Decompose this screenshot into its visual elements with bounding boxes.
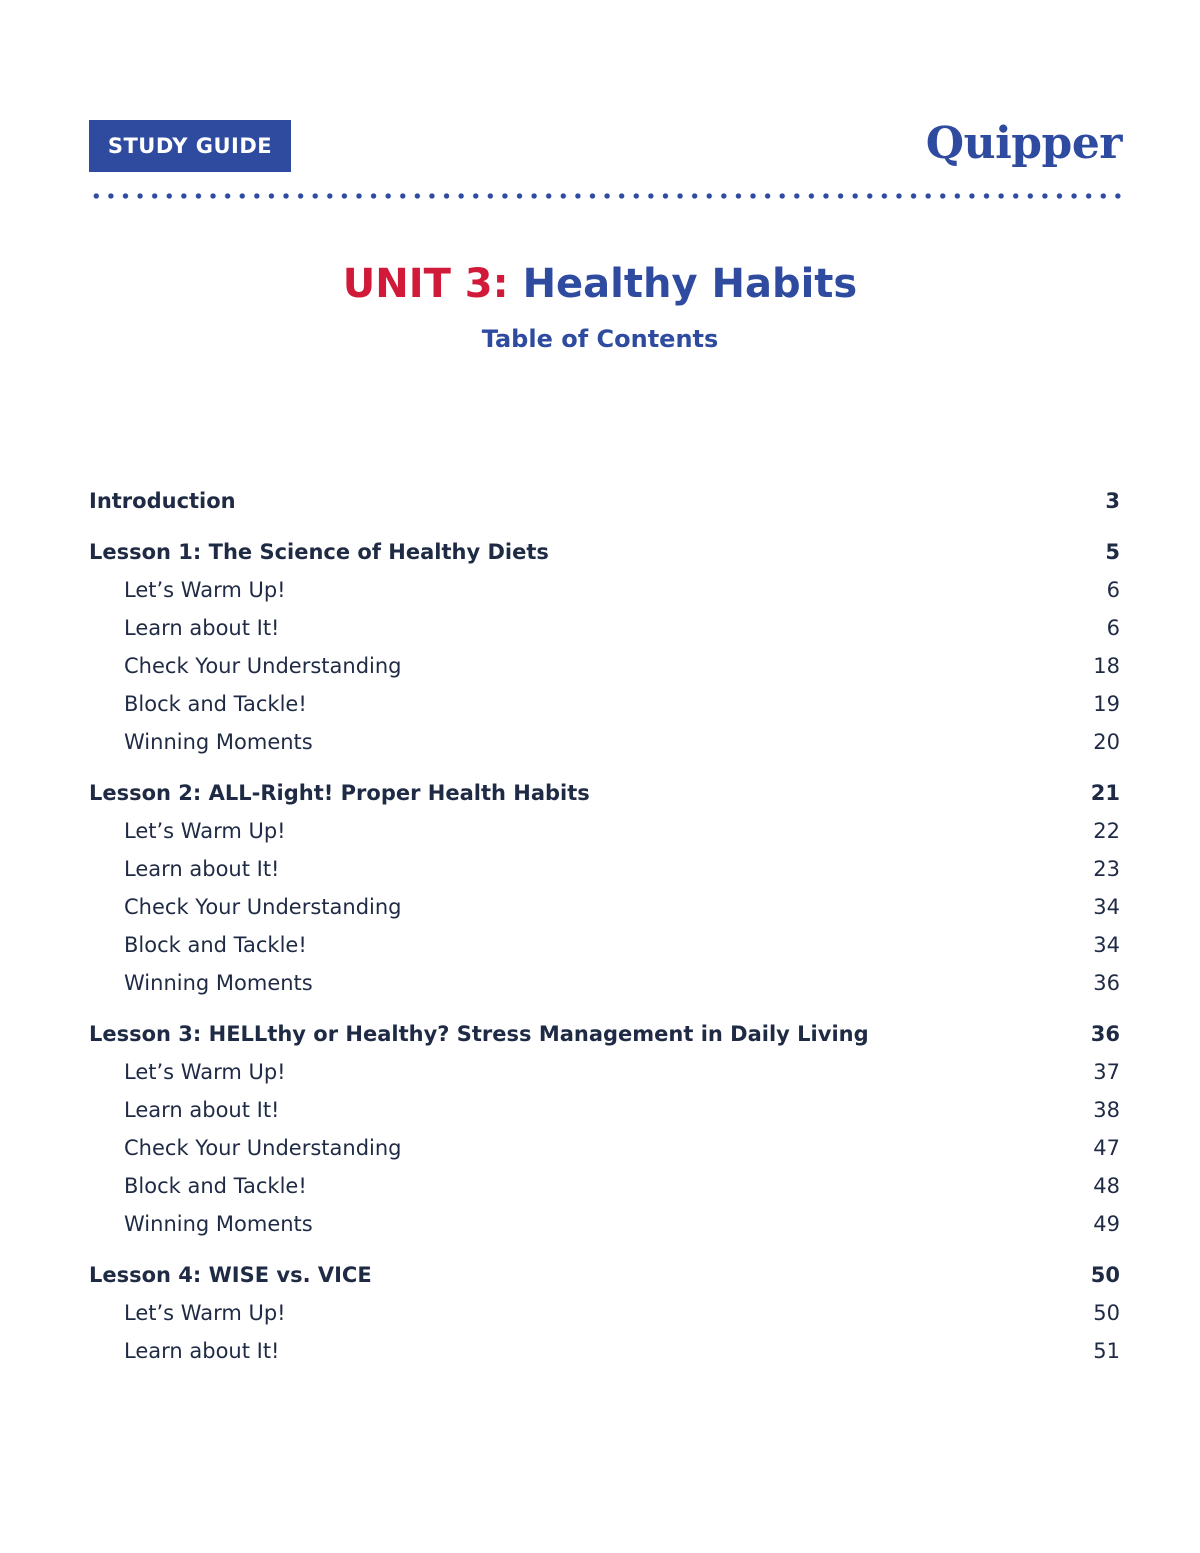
toc-lesson-1[interactable]: [89, 533, 1122, 571]
toc-subentry[interactable]: [89, 888, 1122, 926]
toc-subentry[interactable]: [89, 1053, 1122, 1091]
toc-entry-label: Block and Tackle!: [124, 1174, 307, 1198]
toc-subentry[interactable]: [89, 1129, 1122, 1167]
toc-entry-label: Learn about It!: [124, 857, 280, 881]
unit-prefix: UNIT 3:: [342, 261, 509, 307]
toc-subentry[interactable]: [89, 723, 1122, 761]
toc-subentry[interactable]: [89, 812, 1122, 850]
toc-subentry[interactable]: [89, 964, 1122, 1002]
toc-entry-introduction[interactable]: [89, 482, 1122, 520]
toc-entry-label: Let’s Warm Up!: [124, 1060, 286, 1084]
toc-entry-page: 47: [1093, 1136, 1120, 1160]
unit-name: Healthy Habits: [522, 261, 858, 307]
toc-entry-page: 20: [1093, 730, 1120, 754]
toc-entry-label: Learn about It!: [124, 1098, 280, 1122]
toc-entry-page: 49: [1093, 1212, 1120, 1236]
toc-entry-label: Block and Tackle!: [124, 933, 307, 957]
toc-entry-label: Let’s Warm Up!: [124, 578, 286, 602]
toc-entry-label: Lesson 2: ALL-Right! Proper Health Habits: [89, 781, 590, 805]
toc-entry-label: Let’s Warm Up!: [124, 819, 286, 843]
toc-subentry[interactable]: [89, 609, 1122, 647]
study-guide-badge: STUDY GUIDE: [89, 120, 291, 172]
toc-lesson-2[interactable]: [89, 774, 1122, 812]
toc-entry-page: 6: [1106, 578, 1120, 602]
quipper-logo: Quipper: [925, 118, 1122, 169]
toc-entry-label: Check Your Understanding: [124, 654, 402, 678]
toc-heading: Table of Contents: [481, 325, 719, 353]
toc-entry-label: Let’s Warm Up!: [124, 1301, 286, 1325]
toc-entry-page: 36: [1090, 1022, 1120, 1046]
toc-entry-label: Winning Moments: [124, 730, 313, 754]
toc-entry-page: 23: [1093, 857, 1120, 881]
toc-entry-label: Learn about It!: [124, 1339, 280, 1363]
toc-subentry[interactable]: [89, 1167, 1122, 1205]
toc-entry-page: 21: [1090, 781, 1120, 805]
toc-entry-page: 19: [1093, 692, 1120, 716]
toc-subentry[interactable]: [89, 1205, 1122, 1243]
toc-subentry[interactable]: [89, 850, 1122, 888]
toc-entry-page: 18: [1093, 654, 1120, 678]
toc-subentry[interactable]: [89, 647, 1122, 685]
toc-subentry[interactable]: [89, 571, 1122, 609]
toc-entry-label: Lesson 3: HELLthy or Healthy? Stress Management in Daily Living: [89, 1022, 869, 1046]
toc-entry-page: 50: [1090, 1263, 1120, 1287]
toc-entry-page: 48: [1093, 1174, 1120, 1198]
toc-entry-page: 34: [1093, 933, 1120, 957]
toc-subentry[interactable]: [89, 1294, 1122, 1332]
toc-entry-label: Winning Moments: [124, 971, 313, 995]
toc-entry-page: 22: [1093, 819, 1120, 843]
toc-entry-page: 34: [1093, 895, 1120, 919]
page-header: [89, 120, 1122, 176]
toc-entry-page: 6: [1106, 616, 1120, 640]
toc-entry-label: Lesson 4: WISE vs. VICE: [89, 1263, 372, 1287]
toc-subentry[interactable]: [89, 1332, 1122, 1370]
toc-lesson-3[interactable]: [89, 1015, 1122, 1053]
toc-entry-label: Lesson 1: The Science of Healthy Diets: [89, 540, 549, 564]
unit-title: [0, 256, 1200, 312]
toc-entry-label: Check Your Understanding: [124, 1136, 402, 1160]
toc-subentry[interactable]: [89, 1091, 1122, 1129]
toc-entry-page: 51: [1093, 1339, 1120, 1363]
toc-subentry[interactable]: [89, 685, 1122, 723]
toc-entry-page: 3: [1105, 489, 1120, 513]
toc-entry-label: Block and Tackle!: [124, 692, 307, 716]
toc-entry-page: 37: [1093, 1060, 1120, 1084]
toc-entry-page: 36: [1093, 971, 1120, 995]
toc-entry-label: Learn about It!: [124, 616, 280, 640]
toc-entry-label: Check Your Understanding: [124, 895, 402, 919]
toc-entry-page: 5: [1105, 540, 1120, 564]
toc-entry-label: Introduction: [89, 489, 236, 513]
table-of-contents: [89, 482, 1122, 1370]
toc-entry-label: Winning Moments: [124, 1212, 313, 1236]
toc-subentry[interactable]: [89, 926, 1122, 964]
toc-entry-page: 38: [1093, 1098, 1120, 1122]
toc-lesson-4[interactable]: [89, 1256, 1122, 1294]
dotted-divider: [89, 193, 1122, 199]
toc-entry-page: 50: [1093, 1301, 1120, 1325]
